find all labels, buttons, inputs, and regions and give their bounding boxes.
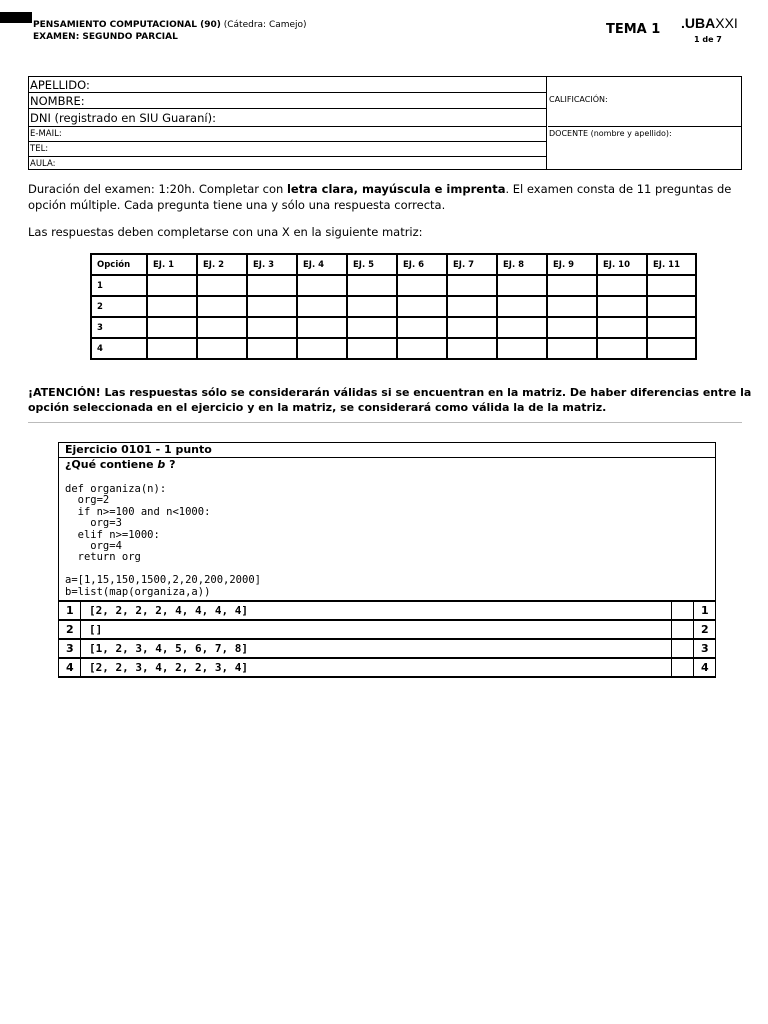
- answer-number: 4: [59, 659, 81, 676]
- matrix-cell[interactable]: [647, 275, 696, 296]
- divider: [28, 422, 742, 423]
- matrix-cell[interactable]: [547, 317, 597, 338]
- matrix-cell[interactable]: [597, 296, 647, 317]
- matrix-row: [91, 317, 696, 338]
- matrix-row: [91, 275, 696, 296]
- matrix-cell[interactable]: [497, 296, 547, 317]
- matrix-cell[interactable]: [247, 317, 297, 338]
- matrix-cell[interactable]: [397, 296, 447, 317]
- email-field[interactable]: E-MAIL:: [29, 127, 547, 142]
- black-marker: [0, 12, 32, 23]
- matrix-cell[interactable]: [147, 275, 197, 296]
- matrix-cell[interactable]: [547, 296, 597, 317]
- tel-field[interactable]: TEL:: [29, 142, 547, 157]
- matrix-cell[interactable]: [547, 338, 597, 359]
- answer-text: [2, 2, 2, 2, 4, 4, 4, 4]: [89, 604, 248, 617]
- matrix-row: [91, 338, 696, 359]
- answer-checkbox[interactable]: [671, 621, 693, 638]
- matrix-cell[interactable]: [397, 338, 447, 359]
- answer-checkbox[interactable]: [671, 659, 693, 676]
- matrix-header-ej11: EJ. 11: [647, 254, 696, 275]
- instructions-matrix: Las respuestas deben completarse con una X en la siguiente matriz:: [28, 225, 423, 239]
- matrix-cell[interactable]: [597, 317, 647, 338]
- matrix-cell[interactable]: [347, 275, 397, 296]
- answer-option[interactable]: [59, 600, 715, 619]
- answer-option[interactable]: [59, 638, 715, 657]
- matrix-cell[interactable]: [297, 317, 347, 338]
- matrix-row: [91, 296, 696, 317]
- answer-checkbox[interactable]: [671, 602, 693, 619]
- exam-name: EXAMEN: SEGUNDO PARCIAL: [33, 32, 178, 42]
- matrix-header-opcion: Opción: [91, 254, 147, 275]
- matrix-header-ej9: EJ. 9: [547, 254, 597, 275]
- matrix-option-label: 1: [91, 275, 147, 296]
- matrix-header-ej10: EJ. 10: [597, 254, 647, 275]
- matrix-header-ej4: EJ. 4: [297, 254, 347, 275]
- matrix-cell[interactable]: [647, 338, 696, 359]
- matrix-cell[interactable]: [597, 338, 647, 359]
- aula-field[interactable]: AULA:: [30, 159, 56, 169]
- matrix-cell[interactable]: [497, 317, 547, 338]
- student-id-form: [28, 76, 742, 170]
- nombre-field[interactable]: NOMBRE:: [29, 93, 547, 109]
- matrix-cell[interactable]: [647, 317, 696, 338]
- answer-text: [2, 2, 3, 4, 2, 2, 3, 4]: [89, 661, 248, 674]
- matrix-option-label: 4: [91, 338, 147, 359]
- matrix-header-ej2: EJ. 2: [197, 254, 247, 275]
- matrix-cell[interactable]: [147, 296, 197, 317]
- exam-header: [33, 19, 307, 43]
- matrix-header-ej5: EJ. 5: [347, 254, 397, 275]
- matrix-cell[interactable]: [397, 317, 447, 338]
- answer-text: []: [89, 623, 103, 636]
- exercise-title: Ejercicio 0101 - 1 punto: [59, 443, 715, 458]
- matrix-cell[interactable]: [347, 338, 397, 359]
- matrix-option-label: 2: [91, 296, 147, 317]
- matrix-cell[interactable]: [197, 296, 247, 317]
- matrix-cell[interactable]: [447, 317, 497, 338]
- answer-checkbox[interactable]: [671, 640, 693, 657]
- matrix-cell[interactable]: [197, 317, 247, 338]
- matrix-cell[interactable]: [197, 275, 247, 296]
- matrix-cell[interactable]: [297, 338, 347, 359]
- matrix-cell[interactable]: [447, 296, 497, 317]
- matrix-header-row: [91, 254, 696, 275]
- matrix-header-ej6: EJ. 6: [397, 254, 447, 275]
- catedra: (Cátedra: Camejo): [223, 20, 307, 30]
- matrix-cell[interactable]: [447, 275, 497, 296]
- matrix-cell[interactable]: [547, 275, 597, 296]
- answer-text: [1, 2, 3, 4, 5, 6, 7, 8]: [89, 642, 248, 655]
- matrix-cell[interactable]: [247, 275, 297, 296]
- tema-label: TEMA 1: [606, 22, 661, 37]
- matrix-cell[interactable]: [147, 317, 197, 338]
- matrix-cell[interactable]: [297, 275, 347, 296]
- matrix-cell[interactable]: [247, 296, 297, 317]
- matrix-cell[interactable]: [497, 338, 547, 359]
- matrix-cell[interactable]: [647, 296, 696, 317]
- matrix-header-ej8: EJ. 8: [497, 254, 547, 275]
- matrix-cell[interactable]: [247, 338, 297, 359]
- instructions-duration: Duración del examen: 1:20h. Completar con letra clara, mayúscula e imprenta. El examen consta de 11 preguntas de opción múltiple. Cada pregunta tiene una y sólo una respuesta correcta.: [28, 182, 732, 212]
- uba-logo: .UBAXXI: [681, 15, 738, 31]
- matrix-cell[interactable]: [147, 338, 197, 359]
- dni-field[interactable]: DNI (registrado en SIU Guaraní):: [29, 109, 547, 127]
- calificacion-field[interactable]: CALIFICACIÓN:: [548, 77, 742, 127]
- matrix-option-label: 3: [91, 317, 147, 338]
- exercise-box: [58, 442, 716, 678]
- page-number: 1 de 7: [694, 35, 722, 44]
- answer-matrix: [90, 253, 697, 360]
- matrix-cell[interactable]: [347, 317, 397, 338]
- matrix-cell[interactable]: [297, 296, 347, 317]
- exercise-question: ¿Qué contiene b ?: [65, 458, 176, 471]
- answer-number-right: 2: [693, 621, 715, 638]
- course-name: PENSAMIENTO COMPUTACIONAL (90): [33, 20, 221, 30]
- answer-option[interactable]: [59, 657, 715, 677]
- answer-number: 2: [59, 621, 81, 638]
- apellido-field[interactable]: APELLIDO:: [29, 77, 547, 93]
- answer-number-right: 1: [693, 602, 715, 619]
- matrix-header-ej1: EJ. 1: [147, 254, 197, 275]
- matrix-header-ej3: EJ. 3: [247, 254, 297, 275]
- matrix-cell[interactable]: [597, 275, 647, 296]
- matrix-header-ej7: EJ. 7: [447, 254, 497, 275]
- answer-option[interactable]: [59, 619, 715, 638]
- answer-number-right: 3: [693, 640, 715, 657]
- matrix-cell[interactable]: [347, 296, 397, 317]
- answer-number: 3: [59, 640, 81, 657]
- answer-number-right: 4: [693, 659, 715, 676]
- attention-notice: ¡ATENCIÓN! Las respuestas sólo se considerarán válidas si se encuentran en la matriz. De haber diferencias entre la opción seleccionada en el ejercicio y en la matriz, se considerará como válida la de la matriz.: [28, 386, 752, 414]
- matrix-cell[interactable]: [397, 275, 447, 296]
- matrix-cell[interactable]: [197, 338, 247, 359]
- docente-field[interactable]: DOCENTE (nombre y apellido):: [549, 129, 672, 138]
- matrix-cell[interactable]: [497, 275, 547, 296]
- answer-number: 1: [59, 602, 81, 619]
- code-block: def organiza(n): org=2 if n>=100 and n<1000: org=3 elif n>=1000: org=4 return org a=[1,15,150,1500,2,20,200,2000] b=list(map(organiza,a)): [65, 483, 261, 598]
- matrix-cell[interactable]: [447, 338, 497, 359]
